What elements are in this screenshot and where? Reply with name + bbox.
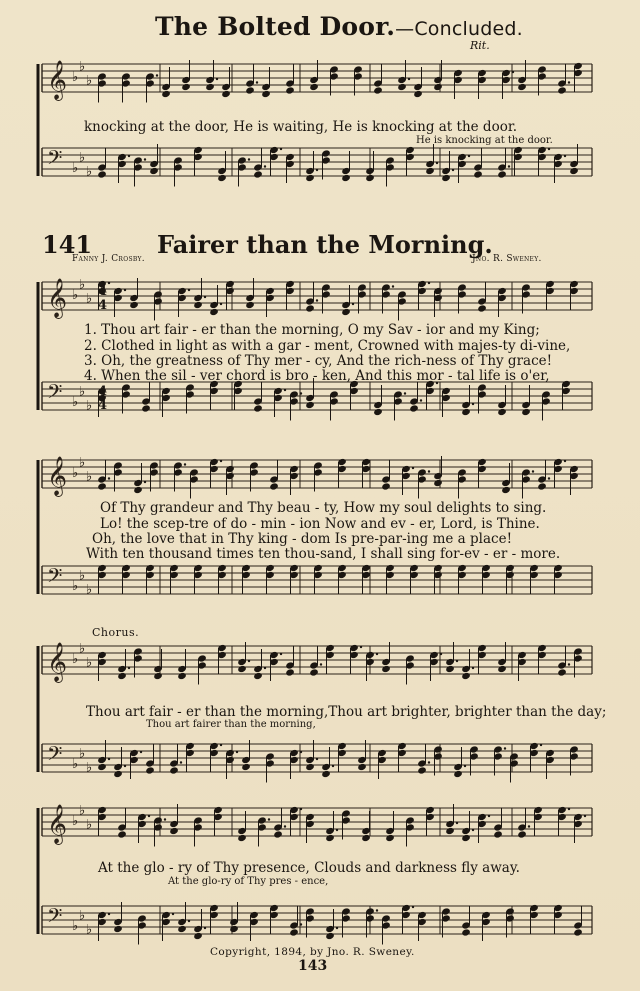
verse-1-line-2: Of Thy grandeur and Thy beau - ty, How my soul delights to sing. [100, 500, 547, 516]
flat-icon: ♭ [86, 817, 93, 833]
flat-icon: ♭ [86, 655, 93, 671]
concluded-label: —Concluded. [395, 18, 523, 40]
flat-icon: ♭ [86, 73, 93, 89]
bass-clef-icon: 𝄢 [47, 904, 63, 932]
note-head [517, 83, 527, 91]
dot [144, 481, 146, 483]
note-head [169, 766, 179, 774]
dot [188, 920, 190, 922]
treble-clef-icon: 𝄞 [47, 804, 68, 844]
note-head [97, 763, 107, 771]
verse-1-line-1: 1. Thou art fair - er than the morning, O my Sav - ior and my King; [84, 322, 540, 338]
dot [316, 169, 318, 171]
dot [404, 392, 406, 394]
verse-3-line-2: Oh, the love that in Thy king - dom Is pre-par-ing me a place! [92, 531, 512, 547]
note-head [305, 304, 315, 312]
note-head [113, 925, 123, 933]
dot [148, 815, 150, 817]
flat-icon: ♭ [79, 59, 86, 75]
flat-icon: ♭ [72, 466, 79, 481]
note-head [433, 83, 443, 91]
dot [452, 169, 454, 171]
note-head [385, 834, 395, 842]
note-head [521, 408, 531, 416]
dot [428, 761, 430, 763]
dot [180, 761, 182, 763]
note-head [365, 174, 375, 182]
chorus-label: Chorus. [92, 626, 140, 639]
dot [568, 808, 570, 810]
time-signature: 4 [98, 398, 108, 413]
flat-icon: ♭ [86, 398, 93, 414]
note-head [285, 668, 295, 676]
dot [236, 751, 238, 753]
dot [300, 751, 302, 753]
dot [204, 927, 206, 929]
note-head [117, 830, 127, 838]
bass-clef-icon: 𝄢 [47, 146, 63, 174]
flat-icon: ♭ [72, 161, 79, 176]
treble-clef-icon: 𝄞 [47, 456, 68, 496]
dot [216, 78, 218, 80]
hymn-number: 141 [42, 230, 93, 259]
flat-icon: ♭ [79, 150, 86, 166]
dot [300, 923, 302, 925]
flat-icon: ♭ [86, 582, 93, 598]
dot [472, 403, 474, 405]
note-head [273, 830, 283, 838]
note-head [141, 404, 151, 412]
dot [584, 815, 586, 817]
note-head [305, 401, 315, 409]
dot [408, 78, 410, 80]
note-head [453, 770, 463, 778]
note-head [445, 665, 455, 673]
note-head [253, 170, 263, 178]
note-head [149, 167, 159, 175]
dot [144, 158, 146, 160]
dot [284, 389, 286, 391]
verse-2-line-2: Lo! the scep-tre of do - min - ion Now and ev - er, Lord, is Thine. [100, 516, 540, 532]
note-head [309, 668, 319, 676]
dot [420, 399, 422, 401]
note-head [241, 763, 251, 771]
dot [468, 155, 470, 157]
note-head [237, 834, 247, 842]
note-head [97, 482, 107, 490]
dot [280, 148, 282, 150]
chorus-echo-2: At the glo-ry of Thy pres - ence, [168, 876, 329, 887]
flat-icon: ♭ [79, 746, 86, 762]
dot [164, 818, 166, 820]
page-number: 143 [298, 958, 328, 974]
dot [440, 653, 442, 655]
dot [220, 460, 222, 462]
dot [464, 765, 466, 767]
flat-icon: ♭ [72, 70, 79, 85]
dot [316, 758, 318, 760]
note-head [425, 167, 435, 175]
dot [316, 299, 318, 301]
dot [488, 815, 490, 817]
dot [360, 646, 362, 648]
note-head [517, 830, 527, 838]
flat-icon: ♭ [86, 469, 93, 485]
verse-4-line-2: With ten thousand times ten thou-sand, I shall sing for-ev - er - more. [86, 546, 561, 562]
note-head [245, 301, 255, 309]
dot [220, 303, 222, 305]
flat-icon: ♭ [79, 803, 86, 819]
note-head [357, 763, 367, 771]
note-head [433, 479, 443, 487]
flat-icon: ♭ [79, 384, 86, 400]
note-head [441, 174, 451, 182]
note-head [217, 174, 227, 182]
dot [108, 477, 110, 479]
dot [128, 155, 130, 157]
dot [268, 818, 270, 820]
note-head [473, 170, 483, 178]
dot [204, 296, 206, 298]
flat-icon: ♭ [72, 288, 79, 303]
note-head [537, 482, 547, 490]
dot [436, 162, 438, 164]
dot [504, 747, 506, 749]
dot [376, 909, 378, 911]
dot [456, 822, 458, 824]
copyright-notice: Copyright, 1894, by Jno. R. Sweney. [210, 946, 415, 958]
dot [564, 155, 566, 157]
note-head [285, 86, 295, 94]
note-head [341, 308, 351, 316]
note-head [413, 90, 423, 98]
note-head [169, 827, 179, 835]
note-head [409, 404, 419, 412]
dot [336, 927, 338, 929]
note-head [417, 766, 427, 774]
dot [392, 285, 394, 287]
dot [512, 71, 514, 73]
note-head [289, 928, 299, 936]
note-head [117, 672, 127, 680]
note-head [497, 665, 507, 673]
bass-clef-icon: 𝄢 [47, 564, 63, 592]
note-head [321, 770, 331, 778]
note-head [269, 482, 279, 490]
note-head [113, 770, 123, 778]
dot [248, 158, 250, 160]
chorus-lyric-2: At the glo - ry of Thy presence, Clouds and darkness fly away. [98, 860, 520, 876]
note-head [569, 167, 579, 175]
note-head [341, 174, 351, 182]
note-head [497, 170, 507, 178]
flat-icon: ♭ [79, 455, 86, 471]
dot [332, 765, 334, 767]
dot [280, 653, 282, 655]
dot [172, 913, 174, 915]
dot [184, 463, 186, 465]
verse-2-line-1: 2. Clothed in light as with a gar - ment, Crowned with majes-ty di-vine, [84, 338, 571, 354]
dot [428, 470, 430, 472]
note-head [229, 925, 239, 933]
treble-clef-icon: 𝄞 [47, 642, 68, 682]
dot [140, 751, 142, 753]
hymn-author: Fanny J. Crosby. [72, 254, 145, 264]
verse-4-line-1: 4. When the sil - ver chord is bro - ken, And this mor - tal life is o'er, [84, 368, 550, 384]
dot [472, 829, 474, 831]
note-head [237, 665, 247, 673]
flat-icon: ♭ [72, 814, 79, 829]
note-head [161, 90, 171, 98]
note-head [209, 308, 219, 316]
note-head [493, 830, 503, 838]
note-head [221, 90, 231, 98]
note-head [177, 925, 187, 933]
chorus-echo-1: Thou art fairer than the morning, [146, 719, 316, 730]
note-head [261, 90, 271, 98]
flat-icon: ♭ [72, 919, 79, 934]
dot [300, 808, 302, 810]
note-head [145, 766, 155, 774]
note-head [497, 408, 507, 416]
note-head [129, 301, 139, 309]
note-head [305, 763, 315, 771]
dot [528, 825, 530, 827]
flat-icon: ♭ [72, 757, 79, 772]
dot [320, 663, 322, 665]
bass-clef-icon: 𝄢 [47, 380, 63, 408]
dot [568, 81, 570, 83]
note-head [309, 83, 319, 91]
dot [220, 744, 222, 746]
dot [108, 913, 110, 915]
chorus-lyric-1: Thou art fair - er than the morning,Thou art brighter, brighter than the day; [86, 704, 607, 720]
dot [532, 470, 534, 472]
dot [264, 667, 266, 669]
note-head [177, 672, 187, 680]
dot [108, 282, 110, 284]
dot [564, 460, 566, 462]
note-head [557, 668, 567, 676]
note-head [397, 83, 407, 91]
dot [352, 303, 354, 305]
dot [256, 81, 258, 83]
flat-icon: ♭ [79, 641, 86, 657]
time-signature: 4 [98, 298, 108, 313]
dot [540, 744, 542, 746]
note-head [557, 86, 567, 94]
note-head [245, 86, 255, 94]
note-head [253, 404, 263, 412]
note-head [373, 86, 383, 94]
note-head [477, 304, 487, 312]
note-head [461, 672, 471, 680]
hymn-title: Fairer than the Morning. [157, 230, 493, 259]
note-head [445, 827, 455, 835]
dot [412, 906, 414, 908]
note-head [325, 834, 335, 842]
note-head [181, 83, 191, 91]
note-head [133, 486, 143, 494]
flat-icon: ♭ [86, 164, 93, 180]
note-head [97, 170, 107, 178]
note-head [253, 672, 263, 680]
flat-icon: ♭ [79, 277, 86, 293]
note-head [325, 932, 335, 940]
ritardando-mark: Rit. [470, 39, 490, 52]
dot [548, 148, 550, 150]
dot [568, 663, 570, 665]
note-head [573, 928, 583, 936]
dot [456, 660, 458, 662]
time-signature: 4 [98, 384, 108, 399]
note-head [461, 834, 471, 842]
dot [376, 653, 378, 655]
bolted-door-echo-lyric: He is knocking at the door. [416, 135, 553, 146]
dot [128, 667, 130, 669]
note-head [305, 174, 315, 182]
note-head [153, 672, 163, 680]
treble-clef-icon: 𝄞 [47, 60, 68, 100]
dot [548, 477, 550, 479]
note-head [461, 928, 471, 936]
dot [124, 765, 126, 767]
note-head [501, 486, 511, 494]
flat-icon: ♭ [86, 922, 93, 938]
note-head [373, 408, 383, 416]
continued-hymn-title: The Bolted Door.—Concluded. [155, 12, 523, 41]
flat-icon: ♭ [72, 652, 79, 667]
note-head [193, 301, 203, 309]
flat-icon: ♭ [79, 568, 86, 584]
note-head [381, 482, 391, 490]
dot [124, 289, 126, 291]
dot [508, 165, 510, 167]
flat-icon: ♭ [86, 291, 93, 307]
dot [264, 165, 266, 167]
treble-clef-icon: 𝄞 [47, 278, 68, 318]
dot [412, 467, 414, 469]
dot [428, 282, 430, 284]
flat-icon: ♭ [72, 395, 79, 410]
note-head [205, 83, 215, 91]
note-head [361, 834, 371, 842]
bolted-door-lyric: knocking at the door, He is waiting, He is knocking at the door. [84, 119, 518, 135]
dot [300, 392, 302, 394]
dot [248, 660, 250, 662]
dot [188, 289, 190, 291]
note-head [193, 932, 203, 940]
time-signature: 4 [98, 284, 108, 299]
note-head [461, 408, 471, 416]
dot [336, 829, 338, 831]
flat-icon: ♭ [79, 908, 86, 924]
flat-icon: ♭ [86, 760, 93, 776]
dot [108, 758, 110, 760]
dot [156, 74, 158, 76]
dot [284, 825, 286, 827]
note-head [381, 665, 391, 673]
dot [472, 667, 474, 669]
bass-clef-icon: 𝄢 [47, 742, 63, 770]
hymn-composer: Jno. R. Sweney. [472, 254, 542, 264]
flat-icon: ♭ [72, 579, 79, 594]
verse-3-line-1: 3. Oh, the greatness of Thy mer - cy, And the rich-ness of Thy grace! [84, 353, 553, 369]
